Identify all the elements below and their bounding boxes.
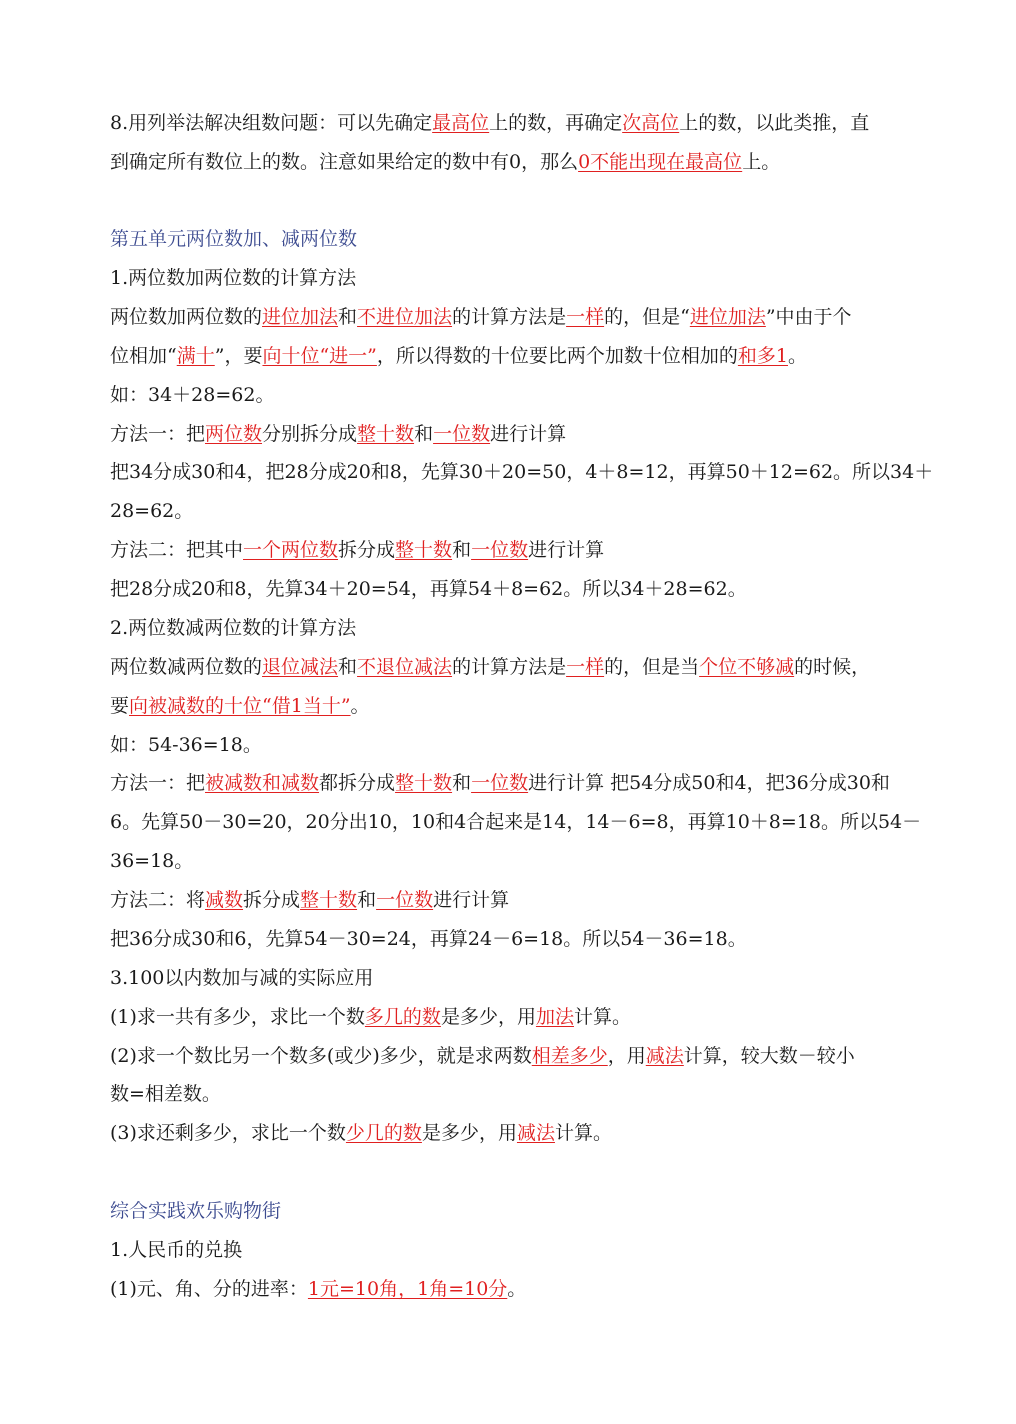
text-segment: 1.人民币的兑换 (110, 1239, 243, 1261)
text-line (110, 343, 906, 369)
text-segment: 都拆分成 (319, 772, 396, 794)
section-heading (110, 226, 906, 252)
answer-highlight: 减法 (516, 1122, 555, 1144)
answer-highlight: 向被减数的十位“借1当十” (129, 695, 351, 717)
answer-highlight: 减数 (205, 889, 244, 911)
answer-highlight: 不进位加法 (357, 306, 453, 328)
text-segment: 的时候， (794, 656, 871, 678)
text-line (110, 498, 906, 524)
text-line (110, 848, 906, 874)
text-segment: 进行计算 把54分成50和4，把36分成30和 (528, 772, 890, 794)
text-segment: 上的数，以此类推，直 (679, 112, 870, 134)
text-line (110, 1043, 906, 1069)
text-line (110, 732, 906, 758)
text-line (110, 615, 906, 641)
text-segment: (3)求还剩多少，求比一个数 (110, 1122, 346, 1144)
text-segment: 方法二：把其中 (110, 539, 244, 561)
text-line (110, 1237, 906, 1263)
answer-highlight: 向十位“进一” (262, 345, 377, 367)
text-line (110, 265, 906, 291)
text-line (110, 576, 906, 602)
text-line (110, 887, 906, 913)
text-segment: 。 (350, 695, 370, 717)
text-segment: 1.两位数加两位数的计算方法 (110, 267, 357, 289)
answer-highlight: 少几的数 (345, 1122, 422, 1144)
text-segment: 6。先算50－30=20，20分出10，10和4合起来是14，14－6=8，再算10＋8=18。所以54－ (110, 811, 922, 833)
text-line (110, 770, 906, 796)
answer-highlight: 进位加法 (262, 306, 339, 328)
answer-highlight: 个位不够减 (699, 656, 795, 678)
text-segment: (1)求一共有多少，求比一个数 (110, 1006, 365, 1028)
text-segment: 进行计算 (490, 423, 567, 445)
text-segment: 的，但是“ (604, 306, 690, 328)
answer-highlight: 一样 (566, 656, 605, 678)
text-segment: 把28分成20和8，先算34＋20=54，再算54＋8=62。所以34＋28=62。 (110, 578, 747, 600)
text-segment: 位相加“ (110, 345, 177, 367)
text-segment: 两位数减两位数的 (110, 656, 263, 678)
answer-highlight: 0不能出现在最高位 (578, 151, 743, 173)
answer-highlight: 相差多少 (531, 1045, 608, 1067)
text-line (110, 459, 934, 485)
answer-highlight: 次高位 (622, 112, 680, 134)
text-segment: 要 (110, 695, 130, 717)
answer-highlight: 进位加法 (689, 306, 766, 328)
text-line (110, 809, 922, 835)
text-segment: 是多少，用 (440, 1006, 536, 1028)
text-line (110, 1276, 906, 1302)
text-segment: 方法二：将 (110, 889, 206, 911)
answer-highlight: 多几的数 (364, 1006, 441, 1028)
text-segment: 如：54-36=18。 (110, 734, 262, 756)
answer-highlight: 一样 (566, 306, 605, 328)
text-segment: 。 (507, 1278, 527, 1300)
text-line (110, 1004, 906, 1030)
answer-highlight: 加法 (535, 1006, 574, 1028)
answer-highlight: 一位数 (433, 423, 491, 445)
answer-highlight: 一位数 (471, 772, 529, 794)
text-segment: 计算。 (573, 1006, 631, 1028)
answer-highlight: 不退位减法 (357, 656, 453, 678)
text-segment: 3.100以内数加与减的实际应用 (110, 967, 374, 989)
text-segment: 8.用列举法解决组数问题：可以先确定 (110, 112, 433, 134)
text-segment: 的，但是当 (604, 656, 700, 678)
text-segment: 计算，较大数－较小 (683, 1045, 855, 1067)
text-segment: 的计算方法是 (452, 306, 567, 328)
answer-highlight: 整十数 (300, 889, 358, 911)
text-line (110, 382, 906, 408)
text-line (110, 110, 906, 136)
text-line (110, 149, 906, 175)
answer-highlight: 满十 (176, 345, 215, 367)
text-line (110, 537, 906, 563)
text-segment: 进行计算 (528, 539, 605, 561)
text-segment: 到确定所有数位上的数。注意如果给定的数中有0，那么 (110, 151, 579, 173)
text-segment: 和 (357, 889, 377, 911)
text-segment: 数=相差数。 (110, 1083, 221, 1105)
text-line (110, 1120, 906, 1146)
text-segment: 。 (788, 345, 808, 367)
text-segment: 拆分成 (243, 889, 301, 911)
text-segment: 把34分成30和4，把28分成20和8，先算30＋20=50，4＋8=12，再算50＋12=62。所以34＋ (110, 461, 934, 483)
answer-highlight: 整十数 (395, 772, 453, 794)
text-segment: 方法一：把 (110, 423, 206, 445)
text-segment: 和 (338, 656, 358, 678)
text-line (110, 304, 906, 330)
answer-highlight: 整十数 (395, 539, 453, 561)
text-segment: 的计算方法是 (452, 656, 567, 678)
text-segment: 方法一：把 (110, 772, 206, 794)
answer-highlight: 退位减法 (262, 656, 339, 678)
text-segment: 两位数加两位数的 (110, 306, 263, 328)
text-segment: 和 (452, 539, 472, 561)
text-segment: 28=62。 (110, 500, 194, 522)
answer-highlight: 被减数和减数 (205, 772, 320, 794)
text-segment: ，所以得数的十位要比两个加数十位相加的 (376, 345, 738, 367)
text-segment: 把36分成30和6，先算54－30=24，再算24－6=18。所以54－36=18。 (110, 928, 747, 950)
text-segment: 拆分成 (338, 539, 396, 561)
text-segment: 进行计算 (433, 889, 510, 911)
text-segment: ”，要 (214, 345, 263, 367)
text-line (110, 693, 906, 719)
text-segment: 上的数，再确定 (489, 112, 623, 134)
text-line (110, 926, 906, 952)
answer-highlight: 一位数 (376, 889, 434, 911)
answer-highlight: 最高位 (432, 112, 490, 134)
answer-highlight: 和多1 (737, 345, 788, 367)
text-line (110, 421, 906, 447)
text-segment: 计算。 (554, 1122, 612, 1144)
text-line (110, 965, 906, 991)
text-segment: ，用 (607, 1045, 646, 1067)
text-segment: 36=18。 (110, 850, 194, 872)
text-segment: 是多少，用 (421, 1122, 517, 1144)
text-segment: 上。 (742, 151, 781, 173)
text-segment: 综合实践欢乐购物街 (110, 1200, 282, 1222)
text-segment: 如：34＋28=62。 (110, 384, 275, 406)
answer-highlight: 一个两位数 (243, 539, 339, 561)
text-segment: 分别拆分成 (262, 423, 358, 445)
text-segment: ”中由于个 (765, 306, 852, 328)
section-heading (110, 1198, 906, 1224)
text-segment: (1)元、角、分的进率： (110, 1278, 308, 1300)
answer-highlight: 整十数 (357, 423, 415, 445)
text-segment: 2.两位数减两位数的计算方法 (110, 617, 357, 639)
answer-highlight: 一位数 (471, 539, 529, 561)
text-line (110, 654, 906, 680)
text-segment: 和 (338, 306, 358, 328)
answer-highlight: 两位数 (205, 423, 263, 445)
answer-highlight: 减法 (645, 1045, 684, 1067)
text-segment: (2)求一个数比另一个数多(或少)多少，就是求两数 (110, 1045, 532, 1067)
text-segment: 和 (452, 772, 472, 794)
text-segment: 第五单元两位数加、减两位数 (110, 228, 358, 250)
text-line (110, 1081, 906, 1107)
answer-highlight: 1元=10角，1角=10分 (307, 1278, 508, 1300)
text-segment: 和 (414, 423, 434, 445)
